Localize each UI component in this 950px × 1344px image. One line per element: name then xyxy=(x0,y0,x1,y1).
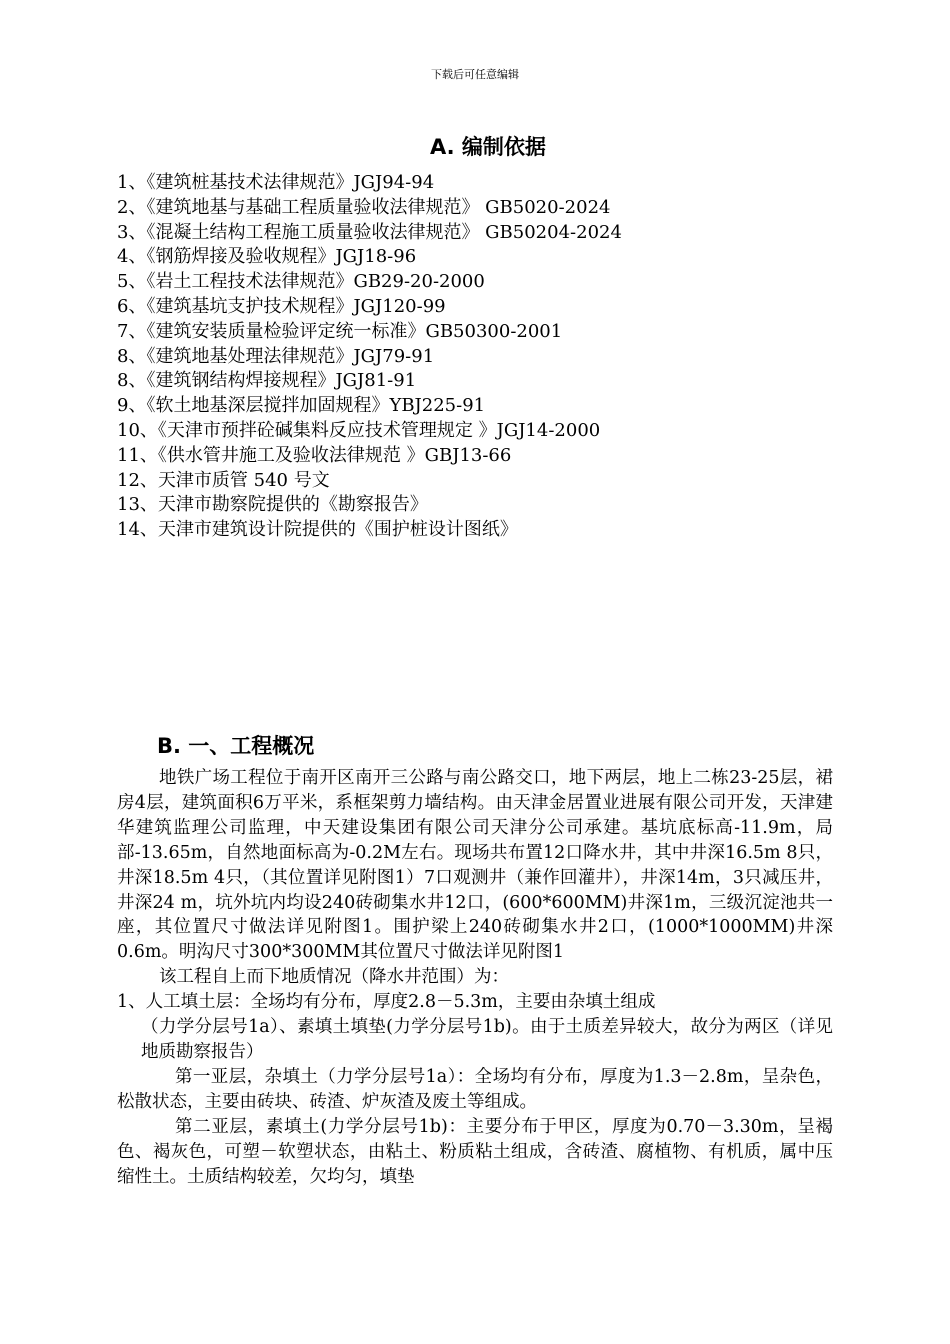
reference-item: 12、天津市质管 540 号文 xyxy=(117,469,330,491)
reference-item: 14、天津市建筑设计院提供的《围护桩设计图纸》 xyxy=(117,519,518,541)
section-a-title: A. 编制依据 xyxy=(430,135,546,159)
geology-intro: 该工程自上而下地质情况（降水井范围）为： xyxy=(159,967,509,988)
reference-item: 8、《建筑钢结构焊接规程》JGJ81-91 xyxy=(117,370,417,392)
overview-paragraph: 地铁广场工程位于南开区南开三公路与南公路交口，地下两层，地上二栋23-25层，裙房4层，建筑面积6万平米，系框架剪力墙结构。由天津金居置业进展有限公司开发，天津建华建筑监理公司监理，中天建设集团有限公司天津分公司承建。基坑底标高-11.9m，局部-13.65m，自然地面标高为-0.2M左右。现场共布置12口降水井，其中井深16.5m 8只，井深18.5m 4只，（其位置详见附图1）7口观测井（兼作回灌井），井深14m，3只减压井，井深24 m，坑外坑内均设240砖砌集水井12口，(600*600MM)井深1m，三级沉淀池共一座，其位置尺寸做法详见附图1。围护梁上240砖砌集水井2口，(1000*1000MM)井深0.6m。明沟尺寸300*300MM其位置尺寸做法详见附图1 xyxy=(117,768,833,963)
section-b-title: B. 一、工程概况 xyxy=(157,734,315,758)
reference-item: 7、《建筑安装质量检验评定统一标准》GB50300-2001 xyxy=(117,320,563,342)
reference-item: 9、《软土地基深层搅拌加固规程》YBJ225-91 xyxy=(117,395,486,417)
reference-item: 1、《建筑桩基技术法律规范》JGJ94-94 xyxy=(117,172,435,193)
layer-1-heading: 1、人工填土层：全场均有分布，厚度2.8－5.3m，主要由杂填土组成 xyxy=(117,992,656,1013)
reference-item: 8、《建筑地基处理法律规范》JGJ79-91 xyxy=(117,345,435,367)
project-overview-body xyxy=(117,766,833,1189)
reference-item: 6、《建筑基坑支护技术规程》JGJ120-99 xyxy=(117,295,446,317)
layer-1-continuation: （力学分层号1a）、素填土填垫(力学分层号1b)。由于土质差异较大，故分为两区（详见地质勘察报告） xyxy=(141,1017,833,1062)
sublayer-1-paragraph: 第一亚层，杂填土（力学分层号1a）：全场均有分布，厚度为1.3－2.8m，呈杂色，松散状态，主要由砖块、砖渣、炉灰渣及废土等组成。 xyxy=(117,1066,833,1112)
reference-item: 3、《混凝土结构工程施工质量验收法律规范》 GB50204-2024 xyxy=(117,221,622,243)
sublayer-2-paragraph: 第二亚层，素填土(力学分层号1b)：主要分布于甲区，厚度为0.70－3.30m，呈褐色、褐灰色，可塑－软塑状态，由粘土、粉质粘土组成，含砖渣、腐植物、有机质，属中压缩性土。土质结构较差，欠均匀，填垫 xyxy=(117,1116,833,1187)
reference-item: 11、《供水管井施工及验收法律规范 》GBJ13-66 xyxy=(117,444,512,466)
reference-item: 10、《天津市预拌砼碱集料反应技术管理规定 》JGJ14-2000 xyxy=(117,419,601,441)
page-header-note: 下载后可任意编辑 xyxy=(431,68,519,81)
reference-item: 4、《钢筋焊接及验收规程》JGJ18-96 xyxy=(117,246,417,268)
reference-item: 2、《建筑地基与基础工程质量验收法律规范》 GB5020-2024 xyxy=(117,196,611,218)
reference-list xyxy=(117,171,837,543)
reference-item: 5、《岩土工程技术法律规范》GB29-20-2000 xyxy=(117,271,485,293)
reference-item: 13、天津市勘察院提供的《勘察报告》 xyxy=(117,494,428,516)
